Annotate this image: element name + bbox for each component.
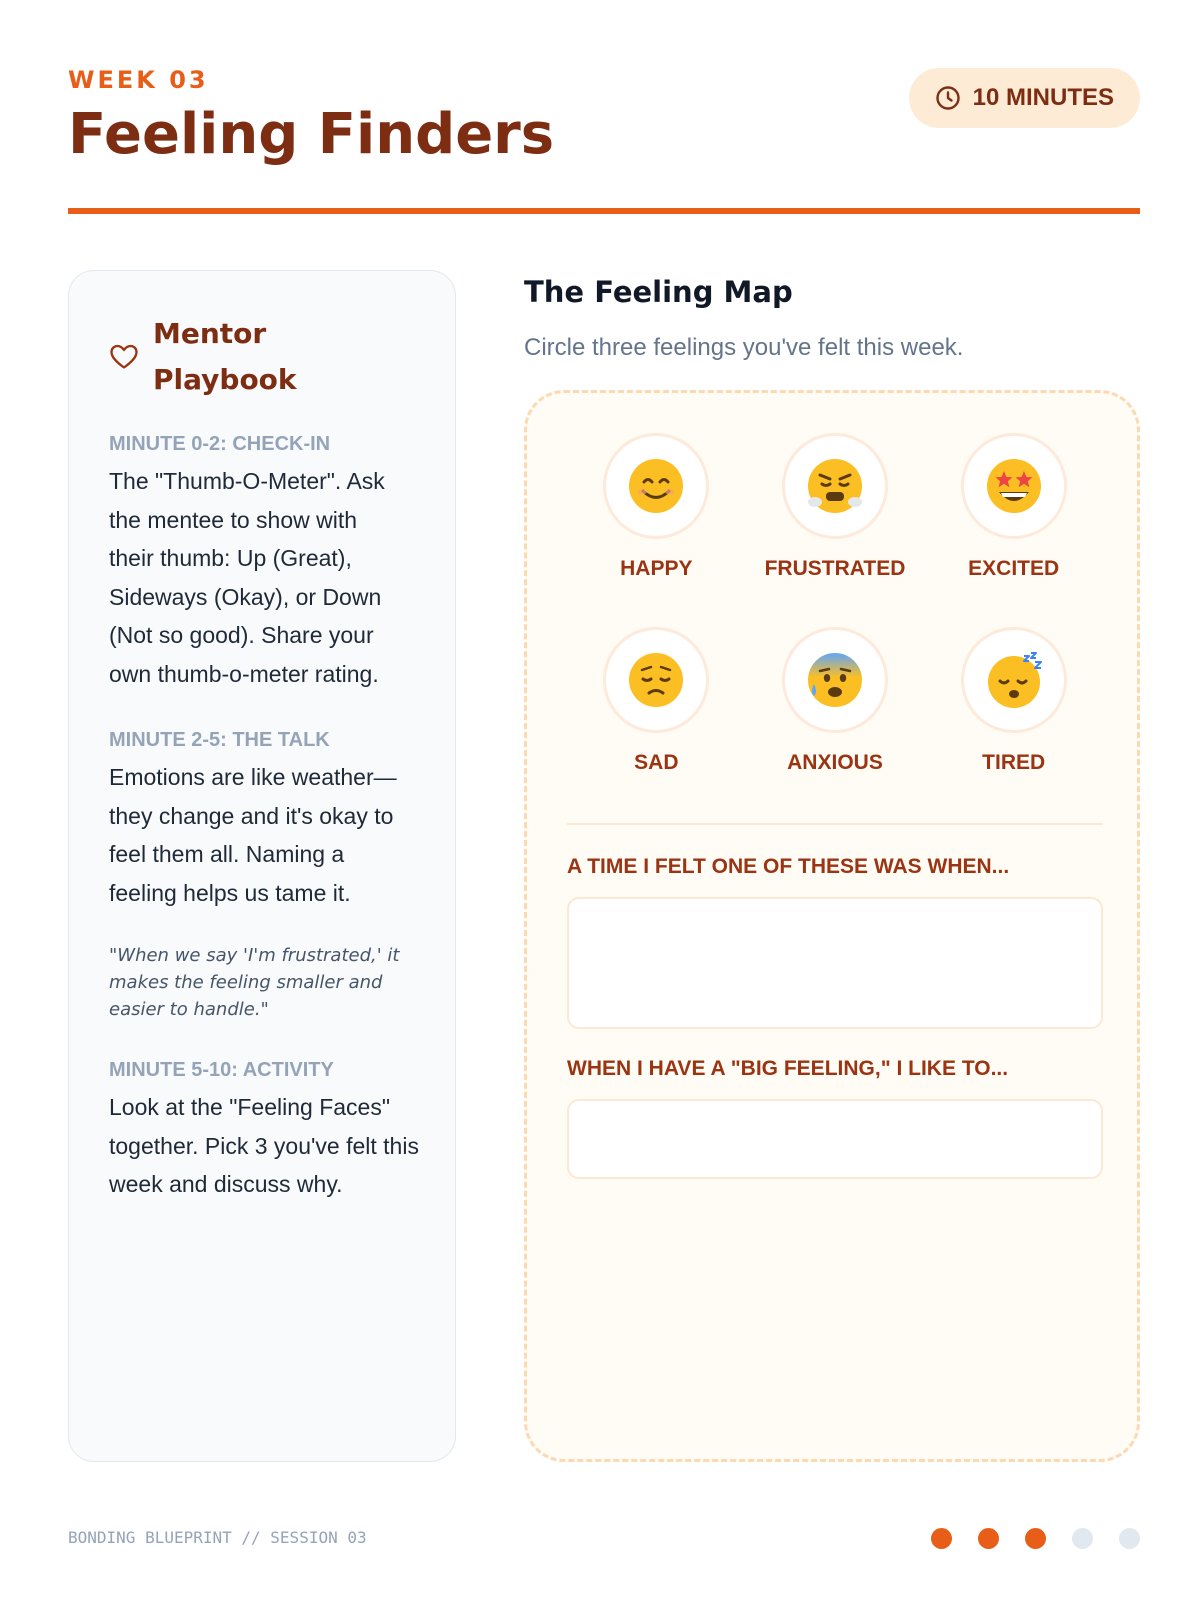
section-label: MINUTE 2-5: THE TALK bbox=[109, 729, 330, 751]
header-divider bbox=[68, 208, 1140, 214]
progress-dot bbox=[978, 1528, 999, 1549]
feeling-label: TIRED bbox=[982, 751, 1046, 774]
heart-icon bbox=[109, 342, 139, 372]
playbook-heading bbox=[109, 311, 415, 403]
section-label: MINUTE 0-2: CHECK-IN bbox=[109, 433, 331, 455]
feeling-map-header bbox=[524, 270, 1140, 362]
playbook-section-talk bbox=[109, 729, 415, 912]
playbook-title: Mentor Playbook bbox=[153, 317, 297, 396]
feeling-map-instructions: Circle three feelings you've felt this week. bbox=[524, 334, 964, 361]
frustrated-face-icon bbox=[782, 433, 888, 539]
feeling-option-excited[interactable] bbox=[924, 433, 1103, 581]
week-label: WEEK 03 bbox=[68, 66, 209, 94]
progress-dot bbox=[931, 1528, 952, 1549]
feeling-option-frustrated[interactable] bbox=[746, 433, 925, 581]
section-label: MINUTE 5-10: ACTIVITY bbox=[109, 1059, 334, 1081]
progress-dot bbox=[1072, 1528, 1093, 1549]
feeling-faces-grid bbox=[567, 433, 1103, 775]
excited-face-icon bbox=[961, 433, 1067, 539]
prompt-felt-when bbox=[567, 855, 1103, 1029]
felt-when-answer-box[interactable] bbox=[567, 897, 1103, 1029]
feeling-label: ANXIOUS bbox=[787, 751, 883, 774]
anxious-face-icon bbox=[782, 627, 888, 733]
feeling-label: FRUSTRATED bbox=[764, 557, 906, 580]
prompt-label: WHEN I HAVE A "BIG FEELING," I LIKE TO... bbox=[567, 1057, 1009, 1080]
progress-dot bbox=[1119, 1528, 1140, 1549]
progress-dot bbox=[1025, 1528, 1046, 1549]
sad-face-icon bbox=[603, 627, 709, 733]
page-header bbox=[68, 66, 1140, 170]
tired-face-icon bbox=[961, 627, 1067, 733]
footer-session-label: BONDING BLUEPRINT // SESSION 03 bbox=[68, 1528, 367, 1547]
feeling-option-tired[interactable] bbox=[924, 627, 1103, 775]
prompt-label: A TIME I FELT ONE OF THESE WAS WHEN... bbox=[567, 855, 1010, 878]
prompt-big-feeling bbox=[567, 1057, 1103, 1179]
playbook-section-checkin bbox=[109, 433, 415, 693]
section-body: The "Thumb-O-Meter". Ask the mentee to show with their thumb: Up (Great), Sideways (Okay), or Down (Not so good). Share your own thumb-o-meter rating. bbox=[109, 468, 385, 687]
page-title: Feeling Finders bbox=[68, 102, 555, 167]
section-body: Emotions are like weather—they change and it's okay to feel them all. Naming a feeling helps us tame it. bbox=[109, 764, 397, 906]
duration-text: 10 MINUTES bbox=[972, 84, 1114, 111]
section-body: Look at the "Feeling Faces" together. Pick 3 you've felt this week and discuss why. bbox=[109, 1094, 419, 1197]
mentor-quote: "When we say 'I'm frustrated,' it makes the feeling smaller and easier to handle." bbox=[109, 945, 400, 1020]
feeling-option-sad[interactable] bbox=[567, 627, 746, 775]
feeling-map-card bbox=[524, 390, 1140, 1462]
feeling-option-happy[interactable] bbox=[567, 433, 746, 581]
feeling-option-anxious[interactable] bbox=[746, 627, 925, 775]
feeling-label: HAPPY bbox=[620, 557, 693, 580]
feeling-map-title: The Feeling Map bbox=[524, 275, 793, 309]
feeling-label: SAD bbox=[634, 751, 679, 774]
map-divider bbox=[567, 823, 1103, 825]
big-feeling-answer-box[interactable] bbox=[567, 1099, 1103, 1179]
feeling-label: EXCITED bbox=[968, 557, 1060, 580]
clock-icon bbox=[935, 85, 961, 111]
mentor-playbook-panel bbox=[68, 270, 456, 1462]
duration-badge bbox=[909, 68, 1140, 128]
playbook-section-activity bbox=[109, 1059, 419, 1204]
happy-face-icon bbox=[603, 433, 709, 539]
session-progress-dots bbox=[931, 1528, 1140, 1549]
